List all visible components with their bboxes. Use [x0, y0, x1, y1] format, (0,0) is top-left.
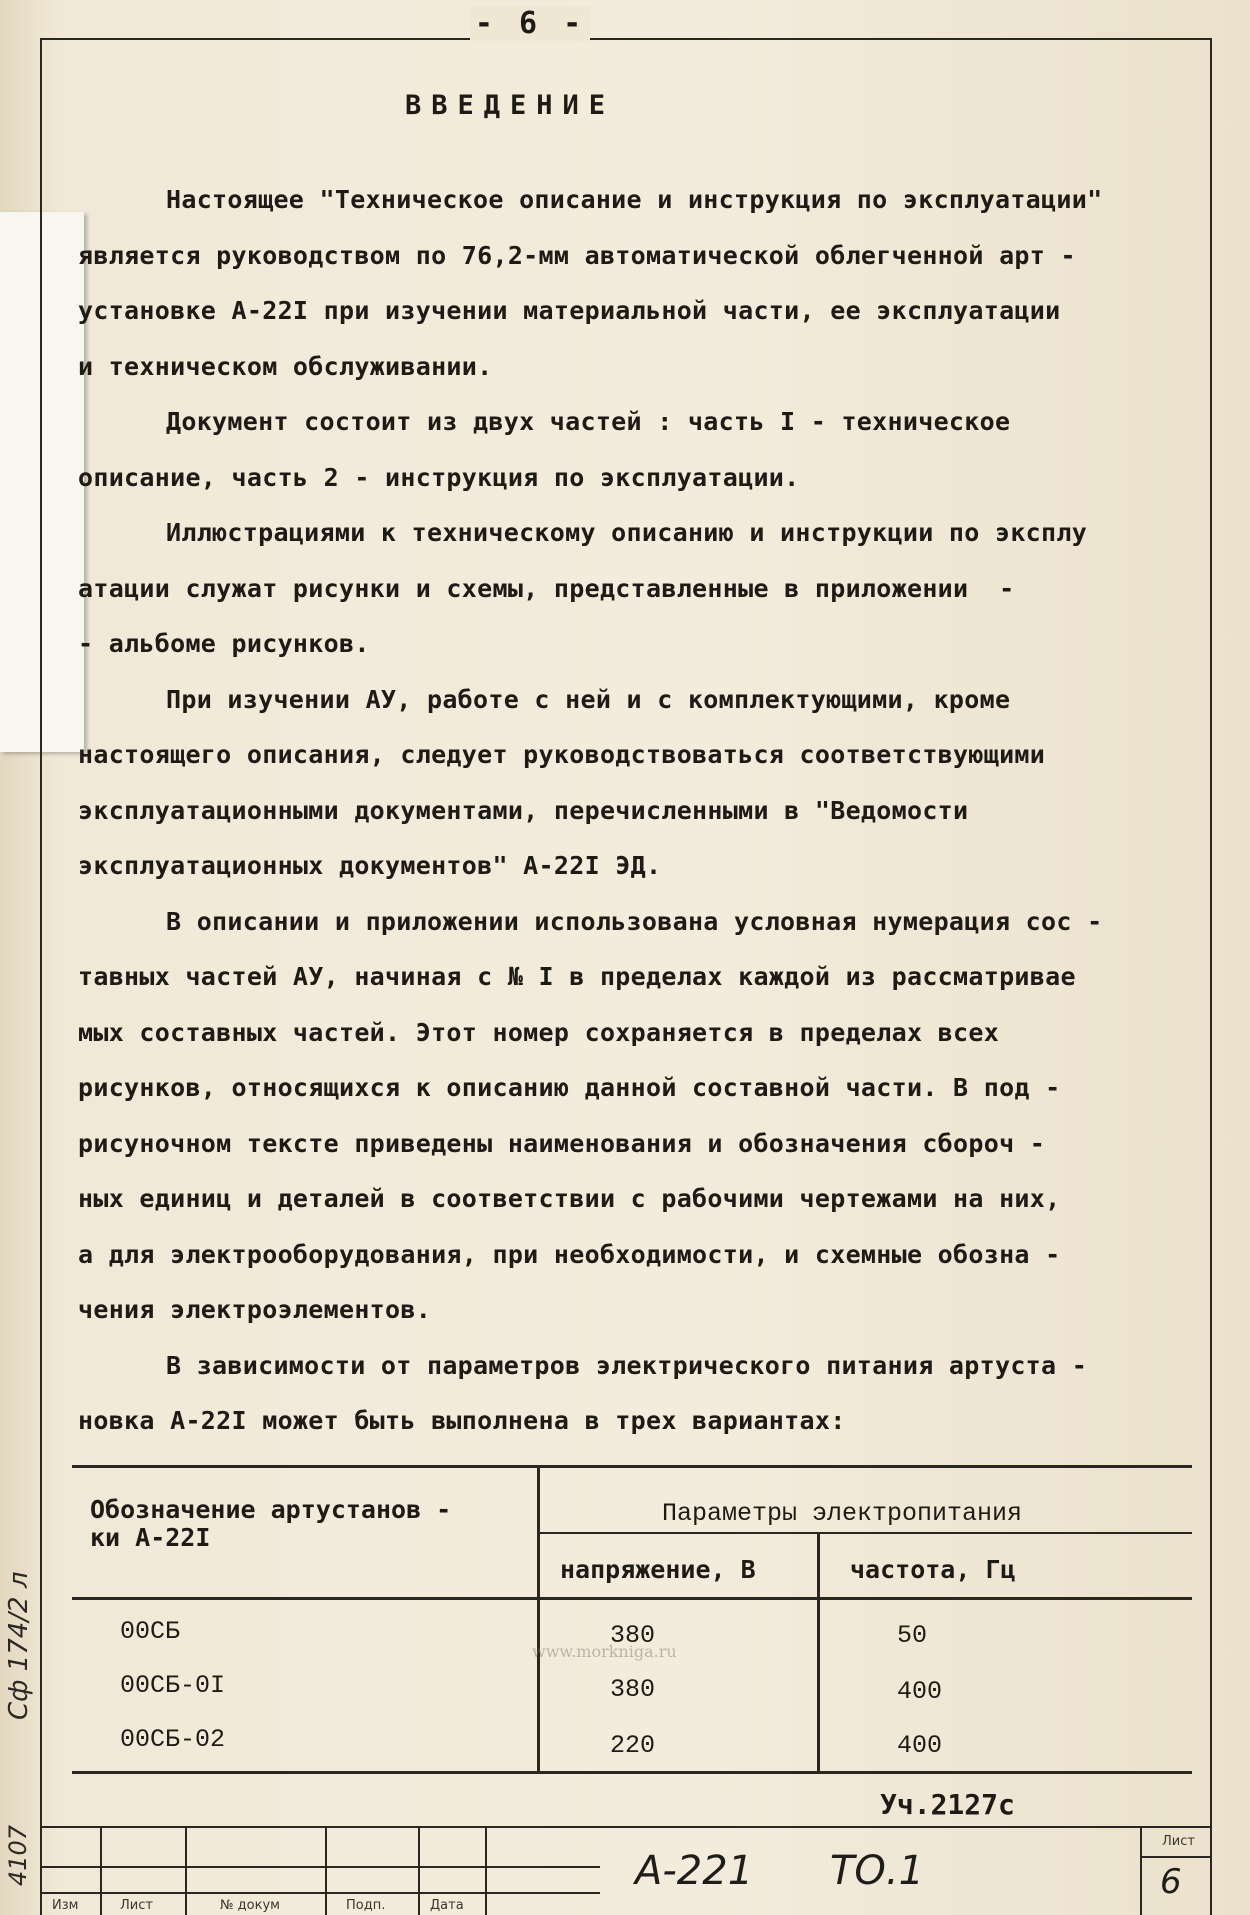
stamp-col-label: Подп.: [346, 1898, 386, 1913]
text-line: является руководством по 76,2-мм автоматической облегченной арт -: [78, 240, 1076, 270]
paragraph-2: [78, 394, 1188, 505]
stamp-col-label: Дата: [430, 1898, 464, 1913]
text-line: В описании и приложении использована условная нумерация сос -: [166, 906, 1103, 936]
col1-header-line1: Обозначение артустанов -: [90, 1495, 452, 1524]
text-line: атации служат рисунки и схемы, представленные в приложении -: [78, 573, 1015, 603]
stamp-rule: [100, 1826, 102, 1915]
paragraph-5: [78, 894, 1188, 1338]
row-designation: 00СБ: [120, 1617, 181, 1646]
row-frequency: 400: [897, 1731, 943, 1760]
stamp-rule: [185, 1826, 187, 1915]
text-line: а для электрооборудования, при необходимости, и схемные обозна -: [78, 1239, 1061, 1269]
margin-number: 4107: [4, 1824, 32, 1886]
row-voltage: 220: [610, 1731, 656, 1760]
text-line: В зависимости от параметров электрического питания артуста -: [166, 1350, 1088, 1380]
text-line: установке А-22I при изучении материальной части, ее эксплуатации: [78, 296, 1061, 325]
stamp-rule: [40, 1892, 600, 1894]
title-block: [40, 1826, 1212, 1915]
text-line: При изучении АУ, работе с ней и с комплектующими, кроме: [166, 684, 1011, 714]
text-line: тавных частей АУ, начиная с № I в пределах каждой из рассматривае: [78, 962, 1076, 991]
page-number: - 6 -: [470, 6, 590, 41]
text-line: эксплуатационных документов" А-22I ЭД.: [78, 851, 662, 880]
row-voltage: 380: [610, 1621, 656, 1650]
table-rule: [537, 1465, 540, 1771]
table-rule: [72, 1597, 1192, 1600]
paragraph-3: [78, 505, 1188, 672]
stamp-rule: [1140, 1826, 1142, 1915]
registration-number: Уч.2127с: [880, 1788, 1015, 1821]
col3-header: частота, Гц: [850, 1555, 1016, 1584]
col2-header: напряжение, В: [560, 1555, 756, 1584]
sheet-number: 6: [1160, 1862, 1182, 1902]
row-designation: 00СБ-02: [120, 1725, 226, 1754]
body-text: [78, 172, 1188, 1449]
text-line: мых составных частей. Этот номер сохраняется в пределах всех: [78, 1017, 1000, 1047]
stamp-col-label: № докум: [220, 1898, 280, 1913]
stamp-rule: [325, 1826, 327, 1915]
text-line: новка А-22I может быть выполнена в трех вариантах:: [78, 1406, 846, 1435]
row-frequency: 400: [897, 1677, 943, 1706]
table-rule: [72, 1465, 1192, 1468]
section-heading: ВВЕДЕНИЕ: [404, 90, 616, 121]
paragraph-6: [78, 1338, 1188, 1449]
text-line: настоящего описания, следует руководствоваться соответствующими: [78, 740, 1046, 769]
text-line: Иллюстрациями к техническому описанию и инструкции по эксплу: [166, 518, 1088, 547]
text-line: ных единиц и деталей в соответствии с рабочими чертежами на них,: [78, 1184, 1061, 1213]
document-code: А-221: [635, 1848, 754, 1894]
row-designation: 00СБ-0I: [120, 1671, 226, 1700]
watermark: www.morkniga.ru: [532, 1642, 677, 1661]
text-line: и техническом обслуживании.: [78, 351, 493, 381]
stamp-col-label: Лист: [120, 1898, 153, 1913]
text-line: чения электроэлементов.: [78, 1295, 432, 1324]
stamp-rule: [418, 1826, 420, 1915]
text-line: описание, часть 2 - инструкция по эксплуатации.: [78, 462, 800, 492]
text-line: эксплуатационными документами, перечисленными в "Ведомости: [78, 795, 969, 825]
row-frequency: 50: [897, 1621, 928, 1650]
text-line: - альбоме рисунков.: [78, 629, 370, 658]
stamp-rule: [40, 1826, 1212, 1828]
col1-header-line2: ки А-22I: [90, 1523, 211, 1552]
table-rule: [817, 1534, 820, 1771]
sheet-label: Лист: [1162, 1834, 1195, 1849]
text-line: Настоящее "Техническое описание и инструкция по эксплуатации": [166, 185, 1103, 214]
stamp-rule: [1140, 1856, 1212, 1858]
text-line: Документ состоит из двух частей : часть I - техническое: [166, 407, 1011, 436]
table-rule: [540, 1532, 1192, 1534]
stamp-col-label: Изм: [52, 1898, 79, 1913]
margin-handwritten-note: Сф 174/2 л: [4, 1571, 34, 1720]
text-line: рисуночном тексте приведены наименования и обозначения сбороч -: [78, 1128, 1046, 1158]
document-suffix: ТО.1: [830, 1848, 925, 1894]
stamp-rule: [485, 1826, 487, 1915]
power-parameters-table: [72, 1465, 1192, 1775]
stamp-rule: [40, 1866, 600, 1868]
text-line: рисунков, относящихся к описанию данной составной части. В под -: [78, 1073, 1061, 1102]
paragraph-1: [78, 172, 1188, 394]
paragraph-4: [78, 672, 1188, 894]
table-rule: [72, 1771, 1192, 1774]
group-header: Параметры электропитания: [662, 1499, 1023, 1528]
row-voltage: 380: [610, 1675, 656, 1704]
